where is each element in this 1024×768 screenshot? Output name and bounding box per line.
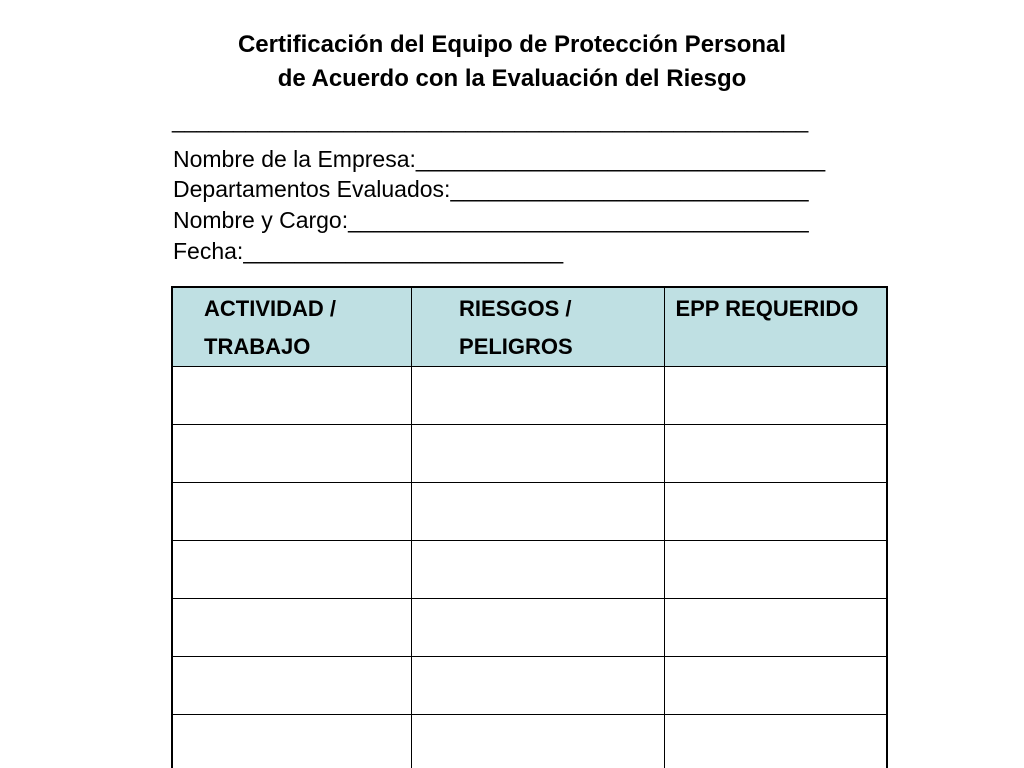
table-cell[interactable] <box>412 541 665 599</box>
table-cell[interactable] <box>665 483 887 541</box>
table-row <box>172 541 887 599</box>
table-cell[interactable] <box>412 483 665 541</box>
field-departments-evaluated-blank[interactable]: ____________________________ <box>450 176 809 202</box>
table-cell[interactable] <box>172 599 412 657</box>
table-cell[interactable] <box>412 599 665 657</box>
table-cell[interactable] <box>665 541 887 599</box>
table-row <box>172 425 887 483</box>
table-cell[interactable] <box>665 657 887 715</box>
header-required-ppe-line-1: EPP REQUERIDO <box>675 296 859 321</box>
table-row <box>172 483 887 541</box>
table-cell[interactable] <box>412 367 665 425</box>
field-date-label: Fecha: <box>173 238 244 264</box>
header-risks-hazards-line-1: RIESGOS / <box>459 296 572 321</box>
field-date[interactable] <box>173 236 563 266</box>
document-title-line-2: de Acuerdo con la Evaluación del Riesgo <box>277 65 747 92</box>
table-cell[interactable] <box>665 715 887 768</box>
field-departments-evaluated[interactable] <box>173 174 809 204</box>
header-activity-work-line-2: TRABAJO <box>204 334 311 359</box>
field-departments-evaluated-label: Departamentos Evaluados: <box>173 176 451 202</box>
field-date-blank[interactable]: _________________________ <box>243 238 564 264</box>
ppe-assessment-table <box>171 286 888 768</box>
table-row <box>172 367 887 425</box>
field-company-name-blank[interactable]: ________________________________ <box>415 146 826 172</box>
table-cell[interactable] <box>172 425 412 483</box>
header-risks-hazards-line-2: PELIGROS <box>459 334 573 359</box>
title-separator-line: ____________________________________________________ <box>172 108 809 133</box>
field-name-and-position-blank[interactable]: ____________________________________ <box>348 207 809 233</box>
table-cell[interactable] <box>665 425 887 483</box>
table-row <box>172 657 887 715</box>
table-cell[interactable] <box>172 483 412 541</box>
header-risks-hazards <box>412 287 665 367</box>
table-row <box>172 599 887 657</box>
table-row <box>172 715 887 768</box>
header-activity-work-line-1: ACTIVIDAD / <box>204 296 336 321</box>
header-activity-work <box>172 287 412 367</box>
table-cell[interactable] <box>172 541 412 599</box>
field-name-and-position[interactable] <box>173 205 809 235</box>
table-cell[interactable] <box>172 657 412 715</box>
table-cell[interactable] <box>412 715 665 768</box>
table-cell[interactable] <box>172 715 412 768</box>
field-name-and-position-label: Nombre y Cargo: <box>173 207 349 233</box>
field-company-name[interactable] <box>173 144 825 174</box>
table-cell[interactable] <box>665 599 887 657</box>
document-title-line-1: Certificación del Equipo de Protección Personal <box>237 31 787 58</box>
table-cell[interactable] <box>172 367 412 425</box>
table-cell[interactable] <box>412 657 665 715</box>
table-cell[interactable] <box>665 367 887 425</box>
header-required-ppe <box>665 287 887 367</box>
field-company-name-label: Nombre de la Empresa: <box>173 146 416 172</box>
table-header-row <box>172 287 887 367</box>
table-cell[interactable] <box>412 425 665 483</box>
